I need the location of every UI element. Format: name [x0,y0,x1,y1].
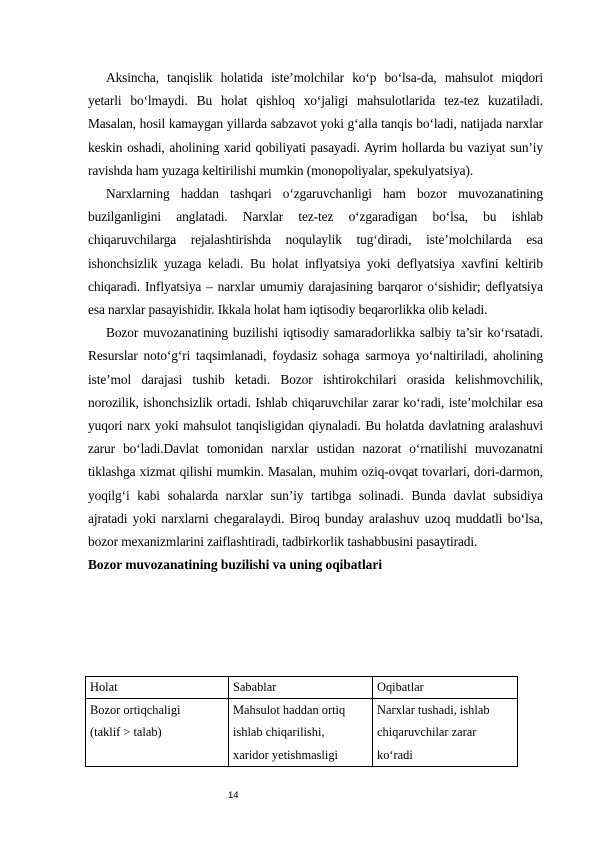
cell-line: ko‘radi [377,747,413,762]
paragraph-price-volatility: Narxlarning haddan tashqari o‘zgaruvchanligi ham bozor muvozanatining buzilganligini anglatadi. Narxlar tez-tez o‘zgaradigan bo‘lsa, bu ishlab chiqaruvchilarga rejalashtirishda noqulaylik tug‘diradi, iste’molchilarda esa ishonchsizlik yuzaga keladi. Bu holat inflyatsiya yoki deflyatsiya xavfini keltirib chiqaradi. Inflyatsiya – narxlar umumiy darajasining barqaror o‘sishidir; deflyatsiya esa narxlar pasayishidir. Ikkala holat ham iqtisodiy beqarorlikka olib keladi. [88,186,543,318]
paragraph-shortage: Aksincha, tanqislik holatida iste’molchilar ko‘p bo‘lsa-da, mahsulot miqdori yetarli bo‘lmaydi. Bu holat qishloq xo‘jaligi mahsulotlarida tez-tez kuzatiladi. Masalan, hosil kamaygan yillarda sabzavot yoki g‘alla tanqis bo‘ladi, natijada narxlar keskin oshadi, aholining xarid qobiliyati pasayadi. Ayrim hollarda bu vaziyat sun’iy ravishda ham yuzaga keltirilishi mumkin (monopoliyalar, spekulyatsiya). [88,70,543,178]
cell-line: xaridor yetishmasligi [233,747,338,762]
table-cell-sabablar [229,699,373,767]
header-cell-oqibatlar: Oqibatlar [373,677,518,699]
paragraph-efficiency-impact: Bozor muvozanatining buzilishi iqtisodiy samaradorlikka salbiy ta’sir ko‘rsatadi. Resurslar noto‘g‘ri taqsimlanadi, foydasiz sohaga sarmoya yo‘naltiriladi, aholining iste’mol darajasi tushib ketadi. Bozor ishtirokchilari orasida kelishmovchilik, norozilik, ishonchsizlik ortadi. Ishlab chiqaruvchilar zarar ko‘radi, iste’molchilar esa yuqori narx yoki mahsulot tanqisligidan qiynaladi. Bu holatda davlatning aralashuvi zarur bo‘ladi.Davlat tomonidan narxlar ustidan nazorat o‘rnatilishi muvozanatni tiklashga xizmat qilishi mumkin. Masalan, muhim oziq-ovqat tovarlari, dori-darmon, yoqilg‘i kabi sohalarda narxlar sun’iy tartibga solinadi. Bunda davlat subsidiya ajratadi yoki narxlarni chegaralaydi. Biroq bunday aralashuv uzoq muddatli bo‘lsa, bozor mexanizmlarini zaiflashtiradi, tadbirkorlik tashabbusini pasaytiradi. [88,325,543,550]
cell-line: (taklif > talab) [90,725,162,740]
table-header-row [86,677,518,699]
header-cell-holat: Holat [86,677,229,699]
table-row [86,699,518,767]
header-cell-sabablar: Sabablar [229,677,373,699]
body-text [88,66,543,576]
table-cell-oqibatlar [373,699,518,767]
cell-line: chiqaruvchilar zarar [377,725,477,740]
table-cell-holat [86,699,229,767]
cell-line: Mahsulot haddan ortiq [233,703,346,717]
page-number: 14 [228,790,239,801]
cell-line: Bozor ortiqchaligi [90,703,181,717]
table-title: Bozor muvozanatining buzilishi va uning oqibatlari [88,557,383,573]
cell-line: Narxlar tushadi, ishlab [377,703,490,717]
cell-line: ishlab chiqarilishi, [233,725,325,740]
consequences-table [85,676,518,767]
